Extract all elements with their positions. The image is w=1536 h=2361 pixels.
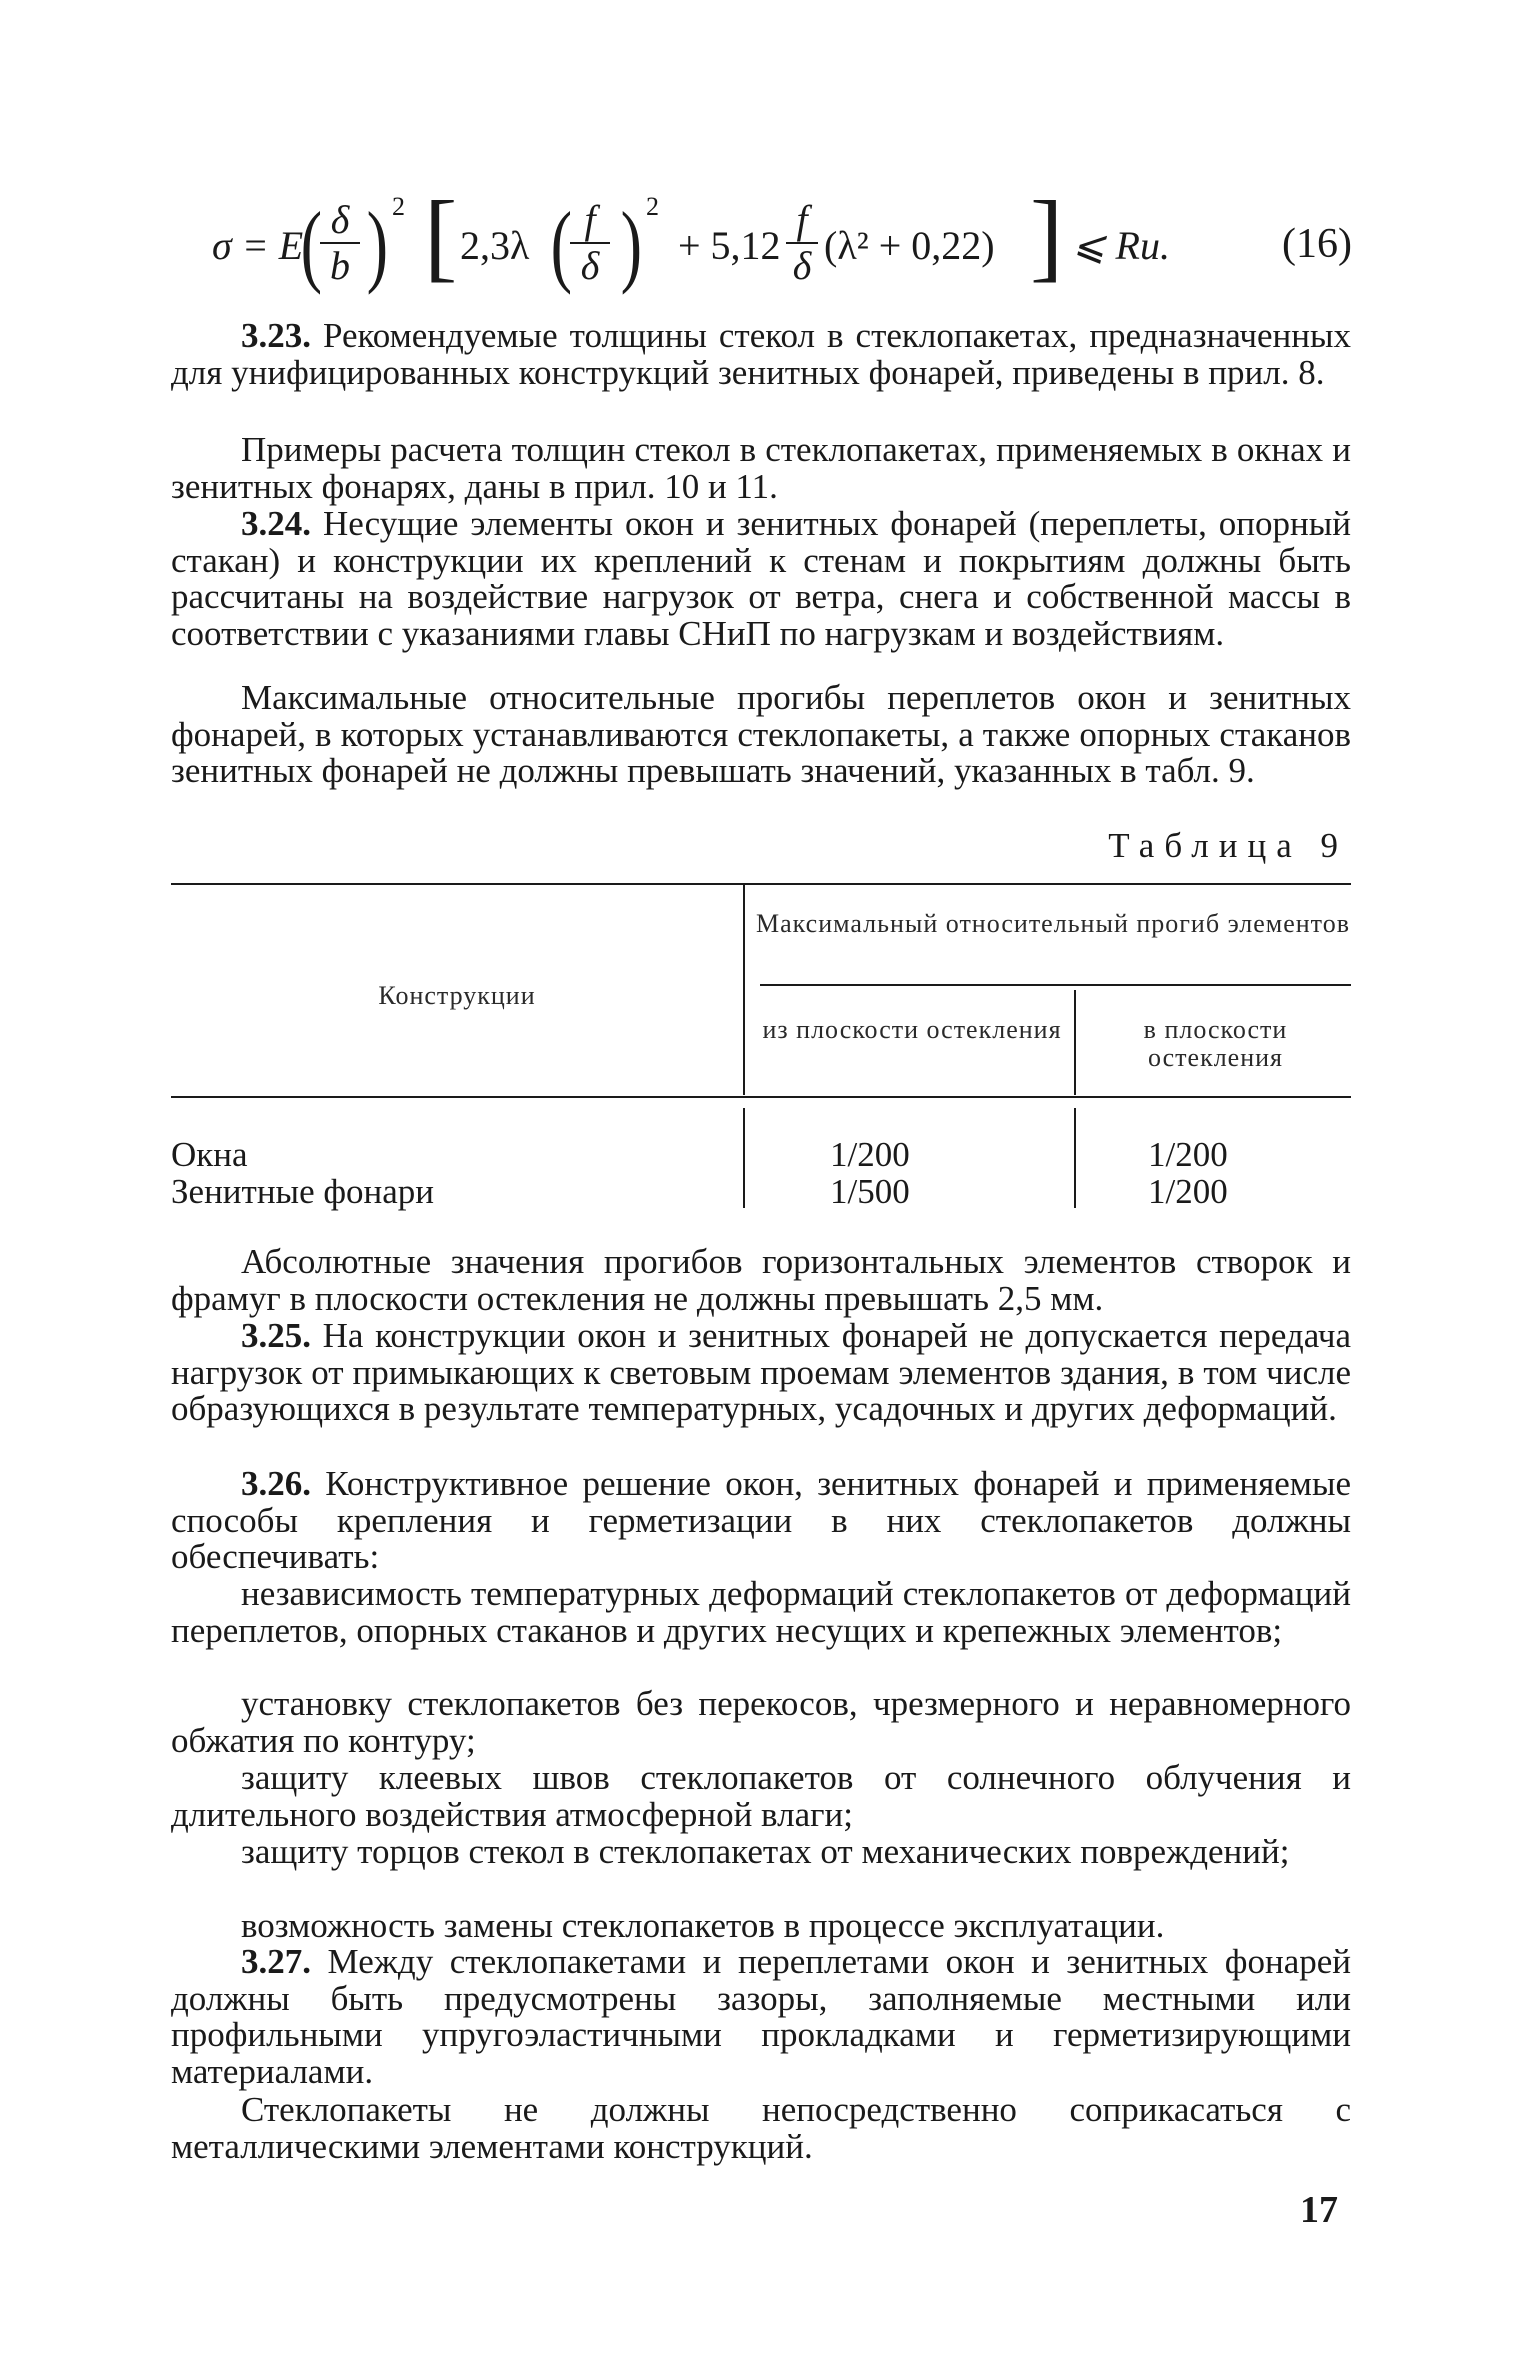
formula-frac-f-delta: $\frac{f}{\delta}$: [570, 198, 610, 288]
formula-term1: 2,3λ: [460, 223, 530, 268]
paragraph-3-23: 3.23. Рекомендуемые толщины стекол в стеклопакетах, предназначенных для унифицированных конструкций зенитных фонарей, приведены в прил. 8.: [171, 316, 1352, 392]
table-row-in: 1/200: [1148, 1172, 1228, 1211]
paragraph-absolute-deflections: Абсолютные значения прогибов горизонтальных элементов створок и фрамуг в плоскости остекления не должны превышать 2,5 мм.: [171, 1242, 1351, 1318]
formula-paren: (: [300, 193, 323, 295]
formula-paren: ): [366, 193, 389, 295]
formula-exponent: 2: [392, 192, 405, 221]
table-header-in-plane: в плоскости остекления: [1143, 1015, 1288, 1072]
paragraph-3-26: 3.26. Конструктивное решение окон, зенитных фонарей и применяемые способы крепления и герметизации в них стеклопакетов должны обеспечивать:: [171, 1464, 1351, 1577]
formula-frac-f-delta-2: $\frac{f}{\delta}$: [786, 198, 818, 288]
formula-term2: + 5,12: [678, 223, 781, 268]
table-header-construction: Конструкции: [378, 981, 536, 1010]
table-header-rule: [171, 1096, 1351, 1098]
formula-bracket: [: [424, 180, 458, 291]
list-item: независимость температурных деформаций стеклопакетов от деформаций переплетов, опорных стаканов и других несущих и крепежных элементов;: [171, 1574, 1351, 1650]
table-vrule: [1074, 1108, 1076, 1208]
paragraph-3-27: 3.27. Между стеклопакетами и переплетами окон и зенитных фонарей должны быть предусмотрены зазоры, заполняемые местными или профильными упругоэластичными прокладками и герметизирующими материалами.: [171, 1942, 1351, 2091]
paragraph-3-27-contact: Стеклопакеты не должны непосредственно соприкасаться с металлическими элементами конструкций.: [171, 2090, 1351, 2166]
formula-lhs: σ = E: [212, 223, 304, 268]
formula-bracket: ]: [1030, 180, 1064, 291]
table-row-name: Зенитные фонари: [171, 1172, 435, 1211]
table-caption: Таблица 9: [1108, 826, 1348, 865]
table-sub-rule: [760, 984, 1351, 986]
formula-paren: (: [550, 193, 573, 295]
table-row-in: 1/200: [1148, 1135, 1228, 1174]
table-top-rule: [171, 883, 1351, 885]
paragraph-3-24-deflections: Максимальные относительные прогибы переплетов окон и зенитных фонарей, в которых устанавливаются стеклопакеты, а также опорных стаканов зенитных фонарей не должны превышать значений, указанных в табл. 9.: [171, 678, 1351, 791]
table-vrule: [1074, 990, 1076, 1095]
list-item: защиту торцов стекол в стеклопакетах от механических повреждений;: [241, 1832, 1290, 1871]
list-item: защиту клеевых швов стеклопакетов от солнечного облучения и длительного воздействия атмосферной влаги;: [171, 1758, 1351, 1834]
formula-paren: ): [620, 193, 643, 295]
list-item: установку стеклопакетов без перекосов, чрезмерного и неравномерного обжатия по контуру;: [171, 1684, 1351, 1760]
formula-exponent: 2: [646, 192, 659, 221]
table-vrule: [743, 1108, 745, 1208]
table-row-name: Окна: [171, 1135, 248, 1174]
table-row-out: 1/500: [830, 1172, 910, 1211]
table-row-out: 1/200: [830, 1135, 910, 1174]
paragraph-3-23-examples: Примеры расчета толщин стекол в стеклопакетах, применяемых в окнах и зенитных фонарях, даны в прил. 10 и 11.: [171, 430, 1351, 506]
list-item: возможность замены стеклопакетов в процессе эксплуатации.: [241, 1906, 1165, 1945]
table-header-group: Максимальный относительный прогиб элементов: [756, 909, 1350, 938]
page-number: 17: [1300, 2189, 1338, 2231]
table-header-out-of-plane: из плоскости остекления: [762, 1015, 1062, 1044]
formula-term3: (λ² + 0,22): [824, 223, 995, 268]
formula-frac-delta-b: $\frac{\delta}{b}$: [320, 198, 360, 288]
formula-rhs: ⩽ Rи.: [1072, 223, 1170, 268]
formula-number: (16): [1282, 221, 1352, 267]
table-vrule: [743, 885, 745, 1095]
paragraph-3-24: 3.24. Несущие элементы окон и зенитных фонарей (переплеты, опорный стакан) и конструкции их креплений к стенам и покрытиям должны быть рассчитаны на воздействие нагрузок от ветра, снега и собственной массы в соответствии с указаниями главы СНиП по нагрузкам и воздействиям.: [171, 504, 1351, 653]
paragraph-3-25: 3.25. На конструкции окон и зенитных фонарей не допускается передача нагрузок от примыкающих к световым проемам элементов здания, в том числе образующихся в результате температурных, усадочных и других деформаций.: [171, 1316, 1351, 1429]
formula-16: [212, 178, 1352, 318]
